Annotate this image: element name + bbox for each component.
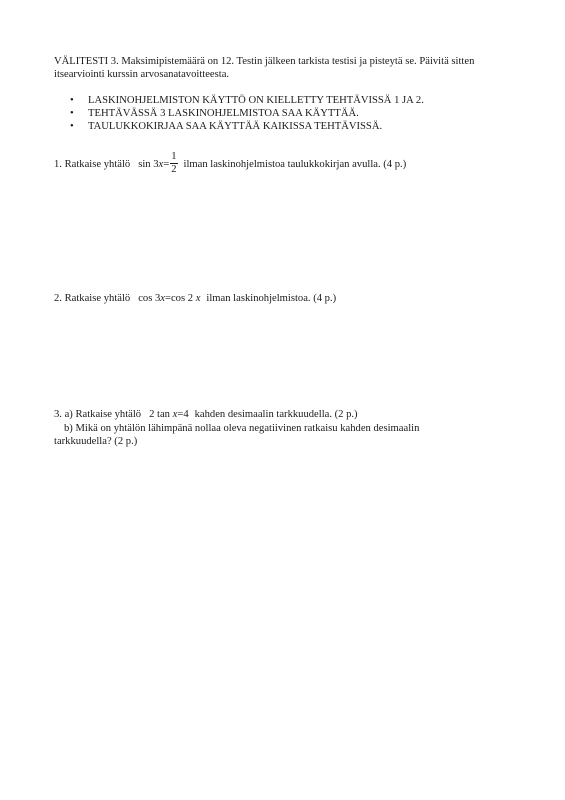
rule-item-2 [54,107,424,120]
equation-tan-term: 2 tan [149,409,170,420]
question-3a-prefix: 3. a) Ratkaise yhtälö [54,409,142,420]
fraction-numerator: 1 [171,151,177,162]
rule-item-3 [54,120,424,133]
question-3b [54,422,454,448]
question-2 [54,292,336,305]
intro-line-1: VÄLITESTI 3. Maksimipistemäärä on 12. Testin jälkeen tarkista testisi ja pisteytä se. Päivitä sitten [54,56,475,67]
rule-text-3: TAULUKKOKIRJAA SAA KÄYTTÄÄ KAIKISSA TEHTÄVISSÄ. [88,121,383,132]
question-3b-line-2: tarkkuudella? (2 p.) [54,436,138,447]
rules-list [54,94,424,133]
equation-fraction [170,151,177,176]
equation-equals: = [164,293,171,304]
question-3b-line-1: b) Mikä on yhtälön lähimpänä nollaa oleva negatiivinen ratkaisu kahden desimaalin [64,423,420,434]
bullet-icon: • [70,95,74,106]
question-3a-suffix: kahden desimaalin tarkkuudella. (2 p.) [194,409,358,420]
equation-variable: x [172,409,178,420]
rule-text-1: LASKINOHJELMISTON KÄYTTÖ ON KIELLETTY TEHTÄVISSÄ 1 JA 2. [88,95,424,106]
bullet-icon: • [70,108,74,119]
question-1-suffix: ilman laskinohjelmistoa taulukkokirjan avulla. (4 p.) [183,158,407,170]
equation-cos-term-left: cos 3 [138,293,161,304]
question-1 [54,152,406,177]
equation-equals: = [163,158,170,170]
question-2-equation [138,293,200,304]
equation-variable: x [195,293,201,304]
equation-variable: x [158,158,164,170]
rule-text-2: TEHTÄVÄSSÄ 3 LASKINOHJELMISTOA SAA KÄYTTÄÄ. [88,108,359,119]
equation-right-value: 4 [183,409,189,420]
question-3a [54,408,358,421]
question-2-prefix: 2. Ratkaise yhtälö [54,293,131,304]
intro-paragraph [54,55,514,81]
fraction-denominator: 2 [171,164,177,175]
question-2-suffix: ilman laskinohjelmistoa. (4 p.) [206,293,337,304]
equation-variable: x [160,293,165,304]
bullet-icon: • [70,121,74,132]
question-1-prefix: 1. Ratkaise yhtälö [54,158,131,170]
question-1-equation [138,151,177,175]
intro-line-2: itsearviointi kurssin arvosanatavoitteesta. [54,69,230,80]
rule-item-1 [54,94,424,107]
equation-sin-term: sin 3 [138,158,159,170]
question-3a-equation [149,409,189,420]
equation-cos-term-right: cos 2 [170,293,194,304]
equation-equals: = [177,409,184,420]
